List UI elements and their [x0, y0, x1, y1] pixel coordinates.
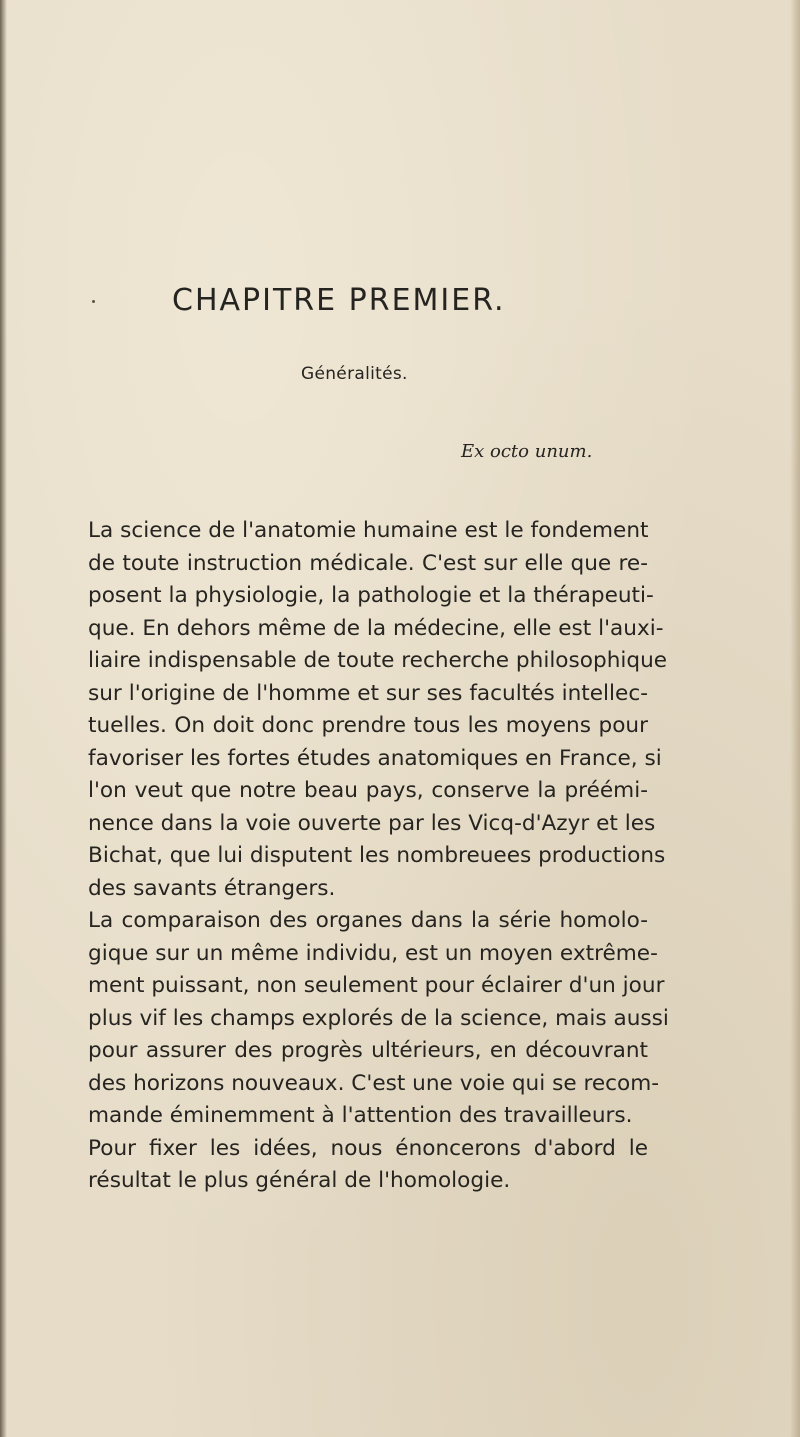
text-line: La science de l'anatomie humaine est le fondement: [88, 518, 649, 543]
body-text: [88, 515, 669, 1198]
text-line: des savants étrangers.: [88, 875, 336, 901]
paragraph-intro: [88, 515, 668, 905]
text-line: favoriser les fortes études anatomiques en France, si: [88, 745, 662, 771]
text-line: des horizons nouveaux. C'est une voie qui se recom-: [88, 1070, 660, 1096]
text-line: mande éminemment à l'attention des travailleurs.: [88, 1103, 633, 1128]
text-line: gique sur un même individu, est un moyen extrême-: [88, 940, 658, 966]
text-line: de toute instruction médicale. C'est sur elle que re-: [88, 550, 648, 576]
section-subtitle: Généralités.: [301, 364, 408, 384]
ink-speck: [92, 300, 95, 303]
page-edge-tint: [790, 0, 800, 1437]
paragraph-conclusion: [88, 1133, 648, 1198]
text-line: Pour fixer les idées, nous énoncerons d'abord le: [88, 1135, 648, 1161]
chapter-title: CHAPITRE PREMIER.: [172, 283, 506, 318]
text-line: Bichat, que lui disputent les nombreuees productions: [88, 843, 666, 868]
text-line: résultat le plus général de l'homologie.: [88, 1168, 511, 1193]
text-line: l'on veut que notre beau pays, conserve la préémi-: [88, 778, 648, 803]
epigraph: Ex octo unum.: [461, 441, 593, 462]
text-line: liaire indispensable de toute recherche philosophique: [88, 648, 668, 673]
text-line: nence dans la voie ouverte par les Vicq-d'Azyr et les: [88, 810, 656, 836]
text-line: que. En dehors même de la médecine, elle est l'auxi-: [88, 615, 664, 641]
text-line: sur l'origine de l'homme et sur ses facultés intellec-: [88, 680, 648, 706]
text-line: ment puissant, non seulement pour éclairer d'un jour: [88, 973, 665, 998]
page-edge-shadow: [0, 0, 7, 1437]
text-line: tuelles. On doit donc prendre tous les moyens pour: [88, 713, 648, 738]
text-line: pour assurer des progrès ultérieurs, en découvrant: [88, 1038, 648, 1063]
text-line: plus vif les champs explorés de la science, mais aussi: [88, 1005, 669, 1031]
text-line: posent la physiologie, la pathologie et la thérapeuti-: [88, 583, 654, 608]
text-line: La comparaison des organes dans la série homolo-: [88, 908, 648, 933]
paragraph-homology: [88, 905, 669, 1133]
